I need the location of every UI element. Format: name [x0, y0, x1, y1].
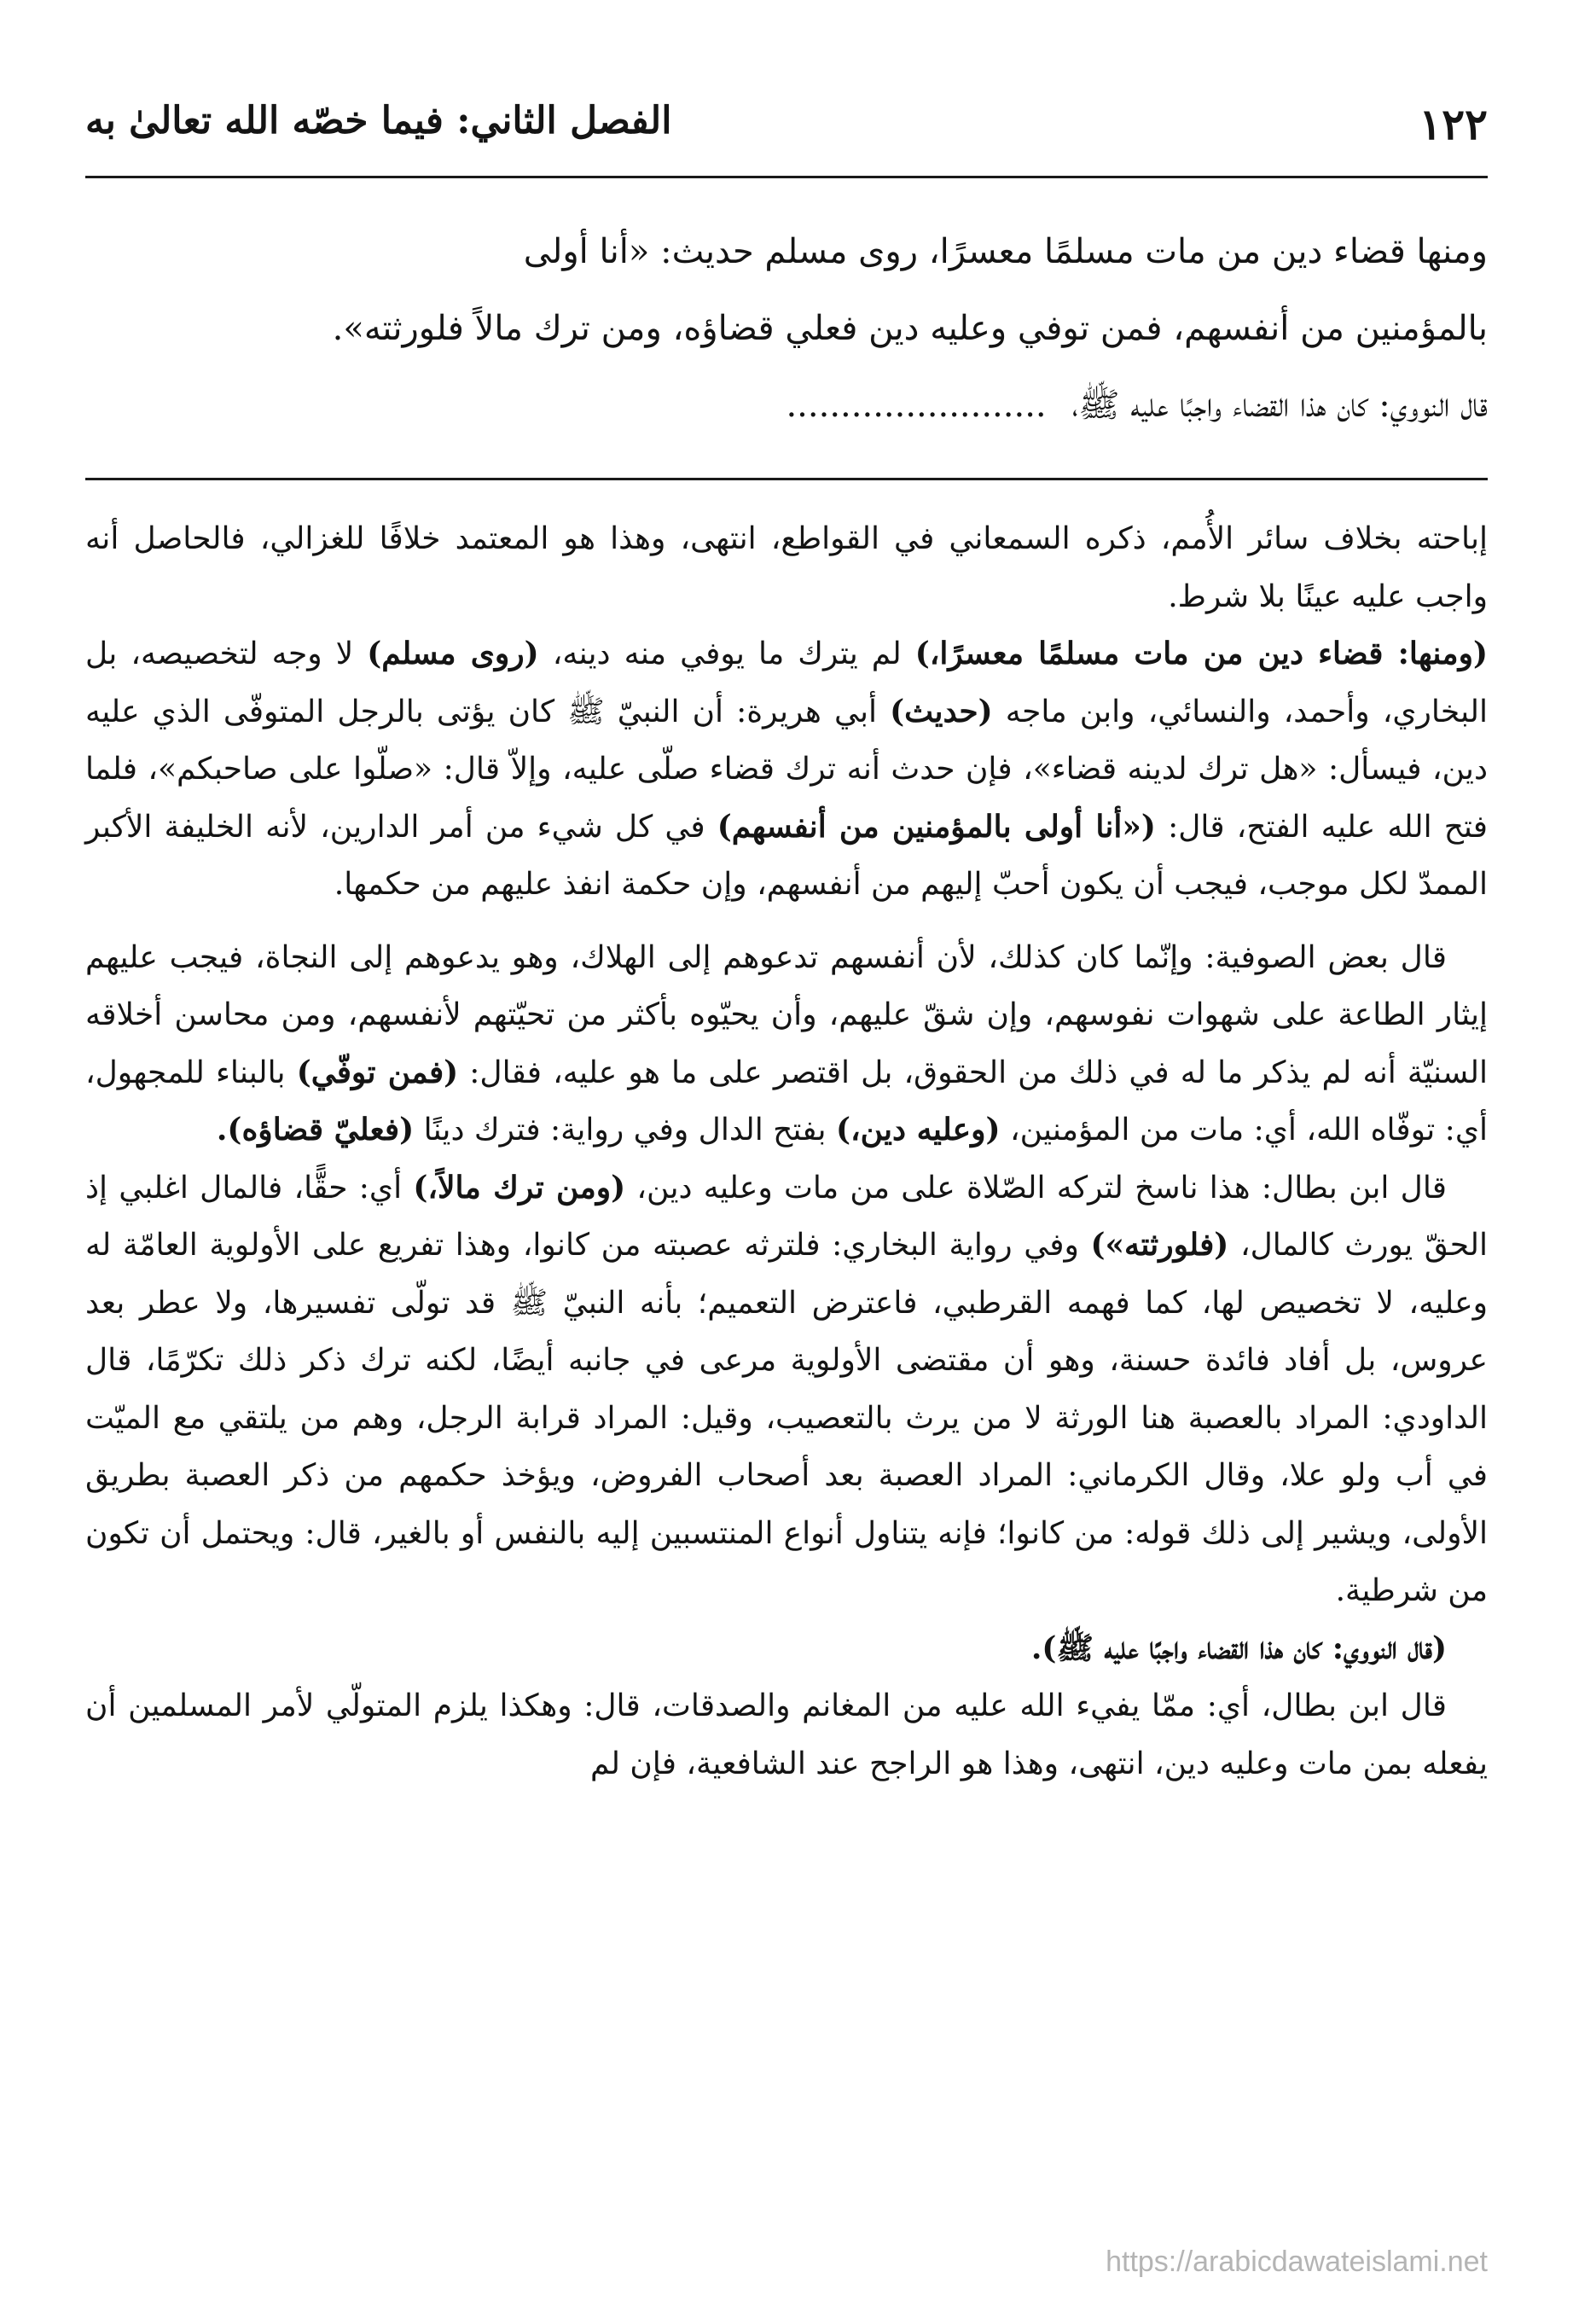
- page-number: ١٢٢: [1419, 99, 1488, 149]
- commentary-span: بفتح الدال وفي رواية: فترك دينًا: [414, 1113, 836, 1147]
- section-divider: [85, 478, 1488, 480]
- commentary-span: بالبناء للمجهول، أي: توفّاه الله، أي: مات من المؤمنين،: [85, 1055, 1488, 1147]
- header-rule: [85, 176, 1488, 178]
- paragraph: [85, 625, 1488, 914]
- quoted-matn: (فمن توفّي): [296, 1054, 459, 1090]
- commentary-span: لم يترك ما يوفي منه دينه،: [538, 636, 915, 671]
- commentary-span: أبي هريرة: أن النبيّ ﷺ كان يؤتى بالرجل المتوفّى الذي عليه دين، فيسأل: «هل ترك لدينه قضاء»، فإن حدث أنه ترك قضاء صلّى عليه، وإلاّ قال: «صلّوا على صاحبكم»، فلما فتح الله عليه الفتح، قال:: [85, 694, 1489, 845]
- commentary-span: في كل شيء من أمر الدارين، لأنه الخليفة الأكبر الممدّ لكل موجب، فيجب أن يكون أحبّ إليهم من أنفسهم، وإن حكمة انفذ عليهم من حكمها.: [85, 809, 1488, 902]
- commentary-span: لا وجه لتخصيصه، بل البخاري، وأحمد، والنسائي، وابن ماجه: [85, 636, 1488, 729]
- matn-line: بالمؤمنين من أنفسهم، فمن توفي وعليه دين فعلي قضاؤه، ومن ترك مالاً فلورثته».: [332, 309, 1488, 348]
- paragraph: (قال النووي: كان هذا القضاء واجبًا عليه ﷺ).: [1030, 1630, 1447, 1666]
- quoted-matn: (فلورثته»): [1090, 1227, 1229, 1263]
- watermark-url: https://arabicdawateislami.net: [1106, 2246, 1488, 2278]
- paragraph: [85, 1159, 1488, 1620]
- matn-line: [85, 367, 1488, 444]
- commentary-span: وفي رواية البخاري: فلترثه عصبته من كانوا، وهذا تفريع على الأولوية العامّة له وعليه، لا تخصيص لها، كما فهمه القرطبي، فاعترض التعميم؛ بأنه النبيّ ﷺ قد تولّى تفسيرها، ولا عطر بعد عروس، بل أفاد فائدة حسنة، وهو أن مقتضى الأولوية مرعى في جانبه أيضًا، لكنه ترك ذكر ذلك تكرّمًا، قال الداودي: المراد بالعصبة هنا الورثة لا من يرث بالتعصيب، وقيل: المراد قرابة الرجل، وهم من يلتقي مع الميّت في أب ولو علا، وقال الكرماني: المراد العصبة بعد أصحاب الفروض، ويؤخذ حكمهم من ذكر العصبة بطريق الأولى، ويشير إلى ذلك قوله: من كانوا؛ فإنه يتناول أنواع المنتسبين إليه بالنفس أو بالغير، قال: ويحتمل أن تكون من شرطية.: [85, 1228, 1489, 1608]
- quoted-matn: («أنا أولى بالمؤمنين من أنفسهم): [717, 808, 1156, 845]
- paragraph: [85, 929, 1488, 1159]
- matn-line-text: قال النووي: كان هذا القضاء واجبًا عليه ﷺ،: [1071, 386, 1488, 425]
- quoted-matn: (وعليه دين،): [835, 1112, 1001, 1147]
- commentary-span: أي: حقًّا، فالمال اغلبي إذ الحقّ يورث كالمال،: [85, 1170, 1488, 1263]
- commentary-text: [85, 510, 1488, 1792]
- page-header: [85, 92, 1488, 160]
- commentary-span: قال ابن بطال: هذا ناسخ لتركه الصّلاة على من مات وعليه دين،: [625, 1170, 1447, 1206]
- quoted-matn: (روى مسلم): [367, 636, 539, 671]
- matn-text: [85, 213, 1488, 444]
- chapter-title: الفصل الثاني: فيما خصّه الله تعالىٰ به: [85, 99, 672, 142]
- continuation-dots: ........................: [786, 386, 1047, 425]
- quoted-matn: (حديث): [890, 693, 993, 729]
- matn-line: ومنها قضاء دين من مات مسلمًا معسرًا، روى مسلم حديث: «أنا أولى: [523, 232, 1488, 271]
- quoted-matn: (ومنها: قضاء دين من مات مسلمًا معسرًا،): [914, 636, 1488, 671]
- quoted-matn: (ومن ترك مالاً،): [413, 1169, 626, 1206]
- commentary-span: قال بعض الصوفية: وإنّما كان كذلك، لأن أنفسهم تدعوهم إلى الهلاك، وهو يدعوهم إلى النجاة، فيجب عليهم إيثار الطاعة على شهوات نفوسهم، وإن شقّ عليهم، وأن يحيّوه بأكثر من تحيّتهم لأنفسهم، ومن محاسن أخلاقه السنيّة أنه لم يذكر ما له في ذلك من الحقوق، بل اقتصر على ما هو عليه، فقال:: [85, 939, 1489, 1090]
- paragraph: إباحته بخلاف سائر الأُمم، ذكره السمعاني في القواطع، انتهى، وهذا هو المعتمد خلافًا للغزالي، فالحاصل أنه واجب عليه عينًا بلا شرط.: [85, 521, 1488, 614]
- paragraph: قال ابن بطال، أي: ممّا يفيء الله عليه من المغانم والصدقات، قال: وهكذا يلزم المتولّي لأمر المسلمين أن يفعله بمن مات وعليه دين، انتهى، وهذا هو الراجح عند الشافعية، فإن لم: [85, 1688, 1488, 1781]
- quoted-matn: (فعليّ قضاؤه).: [216, 1112, 415, 1147]
